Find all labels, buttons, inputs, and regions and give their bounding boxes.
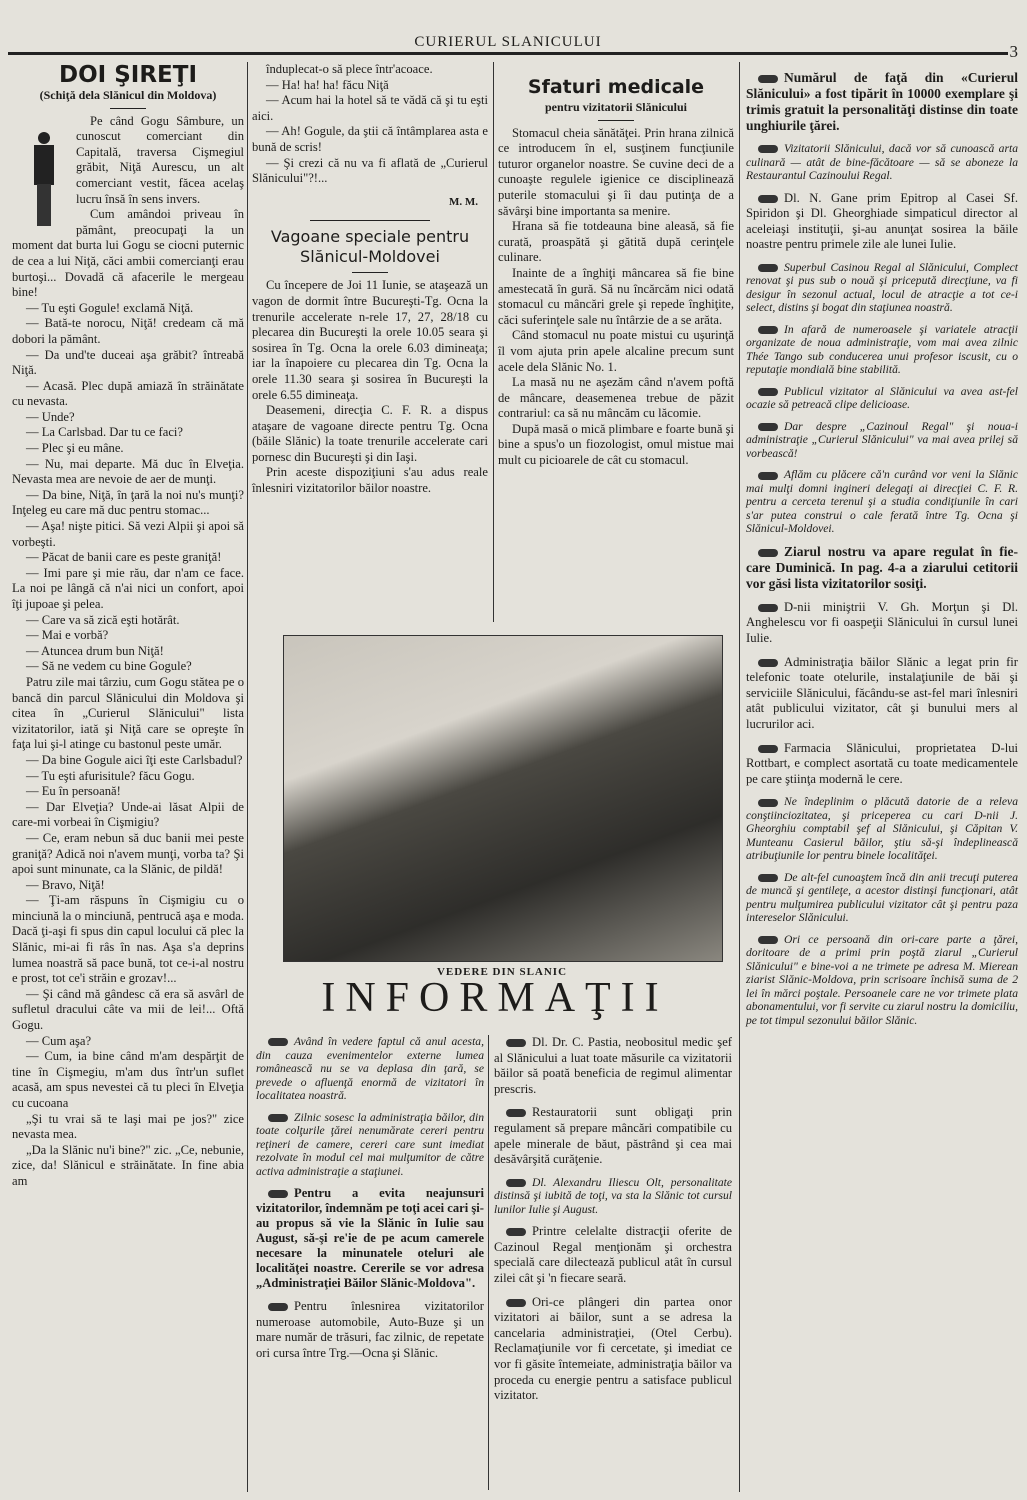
divider	[110, 108, 146, 109]
paragraph: — Acum hai la hotel să te vădă că şi tu eşti aici.	[252, 93, 488, 123]
paragraph: Stomacul cheia sănătăţei. Prin hrana zilnică ce introducem în el, susţinem funcţiunile tuturor organelor noastre. Se cuvine deci de a cunoaşte regulele igienice ce disciplinează puterile stomacului şi îi dau putinţa de a săvârşi bine importanta sa menire.	[498, 125, 734, 218]
paragraph: Inainte de a înghiţi mâncarea să fie bine amestecată în gură. Să nu încărcăm nici odată stomacul cu mâncări grele şi repede înghiţite, căci suferinţele sale nu întârzie de a se arăta.	[498, 265, 734, 327]
paragraph: — Acasă. Plec după amiază în străinătate cu nevasta.	[12, 378, 244, 409]
paragraph: — Bravo, Niţă!	[26, 877, 105, 892]
news-item-text: In afară de numeroasele şi variatele atracţii organizate de noua administraţie, vom mai avea zilnic Thée Tango sub conducerea unui profesor iscusit, cu o reputaţie mondială bine stabilită.	[746, 322, 1018, 377]
paragraph: — Şi când mă gândesc că era să asvârl de sufletul dracului câte va mii de lei!... Oftă Gogu.	[12, 986, 244, 1033]
paragraph: — Păcat de banii care es peste graniţă!	[26, 550, 222, 565]
paragraph: „Şi tu vrai să te laşi mai pe jos?" zice nevasta mea.	[12, 1111, 244, 1142]
news-item	[746, 142, 1018, 183]
pointing-hand-icon	[758, 423, 778, 431]
paragraph: — Cum, ia bine când m'am despărţit de tine în Cişmegiu, m'am dus într'un suflet acasă, am spus nevestei că tu pleci în Elveţia cu cucoana	[12, 1049, 244, 1110]
news-item-text: Ne îndeplinim o plăcută datorie de a releva conştiinciozitatea, şi priceperea cu cari D-nii J. Gheorghiu comptabil şef al Slănicului, şi Căpitan V. Munteanu Casierul băilor, ştiu să-şi îndeplinească atribuţiunile lor pentru binele localităţei.	[746, 795, 1018, 863]
paragraph: — Şi crezi că nu va fi aflată de „Curierul Slănicului"?!...	[252, 155, 488, 186]
news-item	[746, 261, 1018, 315]
pointing-hand-icon	[758, 388, 778, 396]
paragraph: — Ha! ha! ha! făcu Niţă	[266, 77, 389, 92]
news-item-text: Numărul de faţă din «Curierul Slănicului» a fost tipărit în 10000 exemplare şi trimis gratuit la personalităţi distinse din toate unghiurile ţărei.	[746, 70, 1018, 133]
news-item	[746, 323, 1018, 377]
pointing-hand-icon	[758, 145, 778, 153]
paragraph: — Da und'te duceai aşa grăbit? întreabă Niţă.	[12, 347, 244, 378]
pointing-hand-icon	[758, 936, 778, 944]
pointing-hand-icon	[758, 874, 778, 882]
pointing-hand-icon	[506, 1299, 526, 1307]
article-title: Vagoane speciale pentru Slănicul-Moldovei	[270, 227, 470, 267]
news-items-column	[746, 70, 1018, 1035]
pointing-hand-icon	[268, 1190, 288, 1198]
informatii-column-1	[256, 1035, 484, 1369]
paragraph: — Plec şi eu mâne.	[26, 441, 124, 456]
news-item-text: Printre celelalte distracţii oferite de Cazinoul Regal menţionăm şi orchestra specială care dilectează publicul atât în cursul zilei cât şi 'n fiecare seară.	[494, 1224, 732, 1286]
paragraph: — Da bine, Niţă, în ţară la noi nu's munţi? Inţeleg eu care mă duc pentru stomac...	[12, 487, 244, 518]
paragraph: — Imi pare şi mie rău, dar n'am ce face. La noi pe lângă că n'ai nici un confort, apoi îţi jupoae şi pelea.	[12, 565, 244, 611]
news-item-text: Ori ce persoană din ori-care parte a ţărei, doritoare de a primi prin poştă ziarul „Curierul Slănicului" e bine-voi a ne trimete pe adresa M. Mierean ziarist Slănic-Moldova, prin scrisoare închisă suma de 2 lei în mărci poştale. Persoanele care ne vor trimete plata abonamentului, vor fi servite cu ziarul nostru la domiciliu, pe tot timpul sezonului băilor Slănic.	[746, 932, 1018, 1027]
news-item-text: Administraţia băilor Slănic a legat prin fir telefonic toate otelurile, instalaţiunile de băi şi serviciile Slănicului, făcându-se ast-fel mari înlesniri atât publicului vizitator, cât şi bunului mers al lucrurilor aci.	[746, 654, 1018, 732]
news-item-text: Superbul Casinou Regal al Slănicului, Complect renovat şi pus sub o nouă şi pricepută direcţiune, va fi desigur în sezonul actual, locul de atracţie a tot ce-i select, distins şi bogat din staţiunea noastră.	[746, 260, 1018, 315]
news-item-text: Vizitatorii Slănicului, dacă vor să cunoască arta culinară — atât de bine-făcătoare — să se aboneze la Restaurantul Cazinoului Regal.	[746, 142, 1018, 182]
paragraph: Prin aceste dispoziţiuni s'au adus reale înlesniri vizitatorilor băilor noastre.	[252, 465, 488, 496]
paragraph: Când stomacul nu poate mistui cu uşurinţă îl vom ajuta prin apele alcaline precum sunt acele dela Slănic No. 1.	[498, 328, 734, 374]
news-item	[746, 420, 1018, 461]
pointing-hand-icon	[268, 1038, 288, 1046]
news-item	[494, 1035, 732, 1097]
news-item	[746, 468, 1018, 536]
pointing-hand-icon	[506, 1228, 526, 1236]
pointing-hand-icon	[758, 659, 778, 667]
paragraph: Cu începere de Joi 11 Iunie, se ataşează un vagon de dormit între Bucureşti-Tg. Ocna la trenurile accelerate n-rele 17, 27, 28/18 cu plecarea din Bucureşti la orele 10.05 seara şi sosirea în Tg. Ocna la orele 6.03 dimineaţa; iar la înapoiere cu plecarea din Tg. Ocna la orele 11.30 seara şi sosirea în Bucureşti la orele 6.55 dimineaţa.	[252, 278, 488, 402]
news-item	[256, 1035, 484, 1103]
pointing-hand-icon	[506, 1039, 526, 1047]
photo-slanic-view	[283, 635, 723, 962]
pointing-hand-icon	[758, 604, 778, 612]
pointing-hand-icon	[506, 1179, 526, 1187]
photo-caption: VEDERE DIN SLANIC	[436, 966, 568, 978]
paragraph: — Eu în persoană!	[26, 784, 121, 799]
paragraph: Patru zile mai târziu, cum Gogu stătea pe o bancă din parcul Slănicului din Moldova şi citea în „Curierul Slănicului" lista vizitatorilor, iată şi Niţă care se opreşte în faţa lui şi-l atinge cu bastonul peste umăr.	[12, 674, 244, 752]
newspaper-title: CURIERUL SLANICULUI	[414, 34, 602, 50]
paragraph: La masă nu ne aşezăm când n'avem poftă de mâncare, deasemenea trebue de păzit contrariul: ca să nu mâncăm cu lăcomie.	[498, 375, 734, 421]
pointing-hand-icon	[268, 1114, 288, 1122]
news-item-text: Zilnic sosesc la administraţia băilor, din toate colţurile ţărei nenumărate cereri pentru reţineri de camere, cereri care sunt imediat rezolvate în modul cel mai mulţumitor de către activa administraţie a staţiunei.	[256, 1110, 484, 1178]
informatii-column-2	[494, 1035, 732, 1412]
article-title: Sfaturi medicale	[527, 76, 705, 98]
article-body	[12, 114, 244, 1190]
column-rule	[739, 62, 740, 1492]
paragraph: — Unde?	[26, 409, 75, 424]
paragraph: — Ah! Gogule, da ştii că întâmplarea asta e bună de scris!	[252, 124, 488, 154]
paragraph: — Aşa! nişte pitici. Să vezi Alpii şi apoi să vorbeşti.	[12, 519, 244, 549]
news-item	[746, 385, 1018, 412]
news-item	[494, 1105, 732, 1167]
news-item-text: Având în vedere faptul că anul acesta, din cauza evenimentelor externe lumea românească nu se va deplasa din ţară, se prevede o afluenţă enormă de vizitatori în localitatea noastră.	[256, 1035, 484, 1102]
news-item	[746, 544, 1018, 592]
column-rule	[488, 1035, 489, 1490]
news-item-text: D-nii miniştrii V. Gh. Morţun şi Dl. Anghelescu vor fi oaspeţii Slănicului în cursul lunei Iulie.	[746, 599, 1018, 646]
pointing-hand-icon	[758, 264, 778, 272]
divider	[310, 220, 430, 221]
column-rule	[247, 62, 248, 1492]
paragraph: — Cum aşa?	[26, 1033, 92, 1048]
paragraph: — Nu, mai departe. Mă duc în Elveţia. Nevasta mea are nevoie de aer de munţi.	[12, 456, 244, 487]
paragraph: — Dar Elveţia? Unde-ai lăsat Alpii de care-mi vorbeai în Cişmigiu?	[12, 799, 244, 830]
paragraph: „Da la Slănic nu'i bine?" zic. „Ce, nebunie, zice, da! Slănicul e străinătate. In fine abia am	[12, 1142, 244, 1188]
article-title: DOI ŞIREŢI	[59, 62, 197, 88]
paragraph: — Bată-te norocu, Niţă! credeam că mă dobori la pământ.	[12, 316, 244, 346]
news-item-text: Ziarul nostru va apare regulat în fie-care Duminică. In pag. 4-a a ziarului cetitorii vor găsi lista vizitatorilor sosiţi.	[746, 543, 1018, 591]
news-item-text: Restauratorii sunt obligaţi prin regulament să prepare mâncări compatibile cu apele minerale de băut, păstrând şi cea mai desăvârşită curăţenie.	[494, 1105, 732, 1167]
article-body	[252, 278, 488, 496]
paragraph: — Tu eşti Gogule! exclamă Niţă.	[26, 300, 194, 315]
news-item-text: Dl. N. Gane prim Epitrop al Casei Sf. Spiridon şi Dl. Gheorghiade simpaticul director al aceleiaşi instituţii, şi-au anunţat sosirea la băile noastre pentru primele zile ale lunei Iulie.	[746, 190, 1018, 252]
paragraph: Pe când Gogu Sâmbure, un cunoscut comerciant din Capitală, traversa Cişmegiul grăbit, Niţă Aurescu, un alt comerciant vestit, făcea acelaş lucru însă în sens invers.	[76, 113, 244, 206]
signature: M. M.	[448, 195, 478, 208]
divider	[598, 120, 634, 121]
pointing-hand-icon	[758, 195, 778, 203]
news-item-text: De alt-fel cunoaştem încă din anii trecuţi puterea de muncă şi gentileţe, a acestor distinşi funcţionari, atât pentru mulţumirea publicului vizitator cât şi pentru paza intereselor Slănicului.	[746, 870, 1018, 925]
article-subtitle: (Schiţă dela Slănicul din Moldova)	[39, 87, 217, 102]
paragraph: — Să ne vedem cu bine Gogule?	[26, 659, 192, 674]
news-item	[256, 1111, 484, 1179]
paragraph: — Care va să zică eşti hotărât.	[26, 612, 180, 627]
news-item-text: Ori-ce plângeri din partea onor vizitatori ai băilor, sunt a se adresa la cancelaria administraţiei, (Otel Cerbu). Reclamaţiunile vor fi cercetate, şi imediat ce vor fi găsite întemeiate, administraţia băilor va proceda cu energie pentru a satisface publicul vizitator.	[494, 1294, 732, 1403]
pointing-hand-icon	[758, 745, 778, 753]
article-subtitle: pentru vizitatorii Slănicului	[544, 99, 687, 114]
article-body	[498, 126, 734, 469]
article-sfaturi-medicale	[498, 62, 734, 469]
column-rule	[493, 62, 494, 622]
pointing-hand-icon	[758, 799, 778, 807]
news-item	[746, 871, 1018, 925]
divider	[352, 272, 388, 273]
news-item	[746, 600, 1018, 647]
news-item-text: Pentru înlesnirea vizitatorilor numeroase automobile, Auto-Buze şi un mare număr de trăsuri, fac zilnic, de repetate ori cursa între Trg.—Ocna şi Slănic.	[256, 1299, 484, 1360]
news-item-text: Farmacia Slănicului, proprietatea D-lui Rottbart, e complect asortată cu toate medicamentele pe care ştiinţa modernă le cere.	[746, 740, 1018, 786]
news-item	[746, 933, 1018, 1028]
news-item-text: Dar despre „Cazinoul Regal" şi noua-i administraţie „Curierul Slănicului" va mai avea prilej să vorbească!	[746, 419, 1018, 460]
news-item-text: Publicul vizitator al Slănicului va avea ast-fel ocazie să petreacă clipe delicioase.	[746, 384, 1018, 412]
paragraph: — Atuncea drum bun Niţă!	[26, 643, 164, 658]
paragraph: — Tu eşti afurisitule? făcu Gogu.	[26, 768, 195, 783]
paragraph: — Mai e vorbă?	[26, 628, 109, 643]
article-body	[252, 62, 488, 187]
news-item	[256, 1299, 484, 1361]
paragraph: — La Carlsbad. Dar tu ce faci?	[26, 425, 183, 440]
figure-illustration	[20, 132, 70, 232]
pointing-hand-icon	[758, 326, 778, 334]
article-doi-sireti	[12, 62, 244, 1190]
news-item	[494, 1176, 732, 1217]
article-doi-sireti-continued	[252, 62, 488, 497]
paragraph: După masă o mică plimbare e foarte bună şi bine a spus'o un fiozologist, omul mistue mai mult cu picioarele de cât cu stomacul.	[498, 421, 734, 468]
pointing-hand-icon	[758, 549, 778, 557]
paragraph: — Ce, eram nebun să duc banii mei peste graniţă? Adică noi n'avem munţi, vorba ta? Şi apoi sunt minunate, ca la Slănic, de pildă!	[12, 830, 244, 877]
paragraph: Deasemeni, direcţia C. F. R. a dispus ataşare de vagoane directe pentru Tg. Ocna (băile Slănic) la toate trenurile accelerate cari pornesc din Bucureşti şi din Iaşi.	[252, 403, 488, 464]
news-item-text: Pentru a evita neajunsuri vizitatorilor, îndemnăm pe toţi acei cari şi-au propus să vie la Slănic în Iulie sau August, să-şi re'ie de pe acum camerele necesare la minunatele oteluri ale localităţei noastre. Cererile se vor adresa „Administraţiei Băilor Slănic-Moldova".	[256, 1186, 484, 1290]
section-title-informatii: INFORMAŢII	[321, 975, 669, 1021]
news-item	[494, 1295, 732, 1404]
news-item-text: Aflăm cu plăcere că'n curând vor veni la Slănic mai mulţi domni ingineri delegaţi ai direcţiei C. F. R. pentru a cerceta terenul şi a studia condiţiunile în cari s'ar putea construi o cale ferată între Tg. Ocna şi Slănicul-Moldovei.	[746, 468, 1018, 536]
pointing-hand-icon	[506, 1109, 526, 1117]
news-item	[746, 795, 1018, 863]
news-item	[256, 1186, 484, 1291]
page-number: 3	[1009, 42, 1018, 61]
paragraph: — Ţi-am răspuns în Cişmigiu cu o minciună la o minciună, pentrucă aşa e moda. Dacă ţi-aşi fi spus din capul locului că plec la Slănic, mi-ai fi râs în nas. Aşa s'a deprins lumea noastră să pace bună, tot ce-i-al nostru e prost, tot ce'i străin e grozav!...	[12, 893, 244, 986]
paragraph: Hrana să fie totdeauna bine aleasă, să fie curată, proaspătă şi gătită după cerinţele culinare.	[498, 219, 734, 265]
pointing-hand-icon	[758, 472, 778, 480]
news-item	[746, 655, 1018, 733]
news-item-text: Dl. Alexandru Iliescu Olt, personalitate distinsă şi iubită de toţi, va sta la Slănic tot cursul lunilor Iulie şi August.	[494, 1175, 732, 1216]
page-header	[8, 30, 1018, 61]
news-item-text: Dl. Dr. C. Pastia, neobositul medic şef al Slănicului a luat toate măsurile ca vizitatorii băilor să poată beneficia de regimul alimentar prescris.	[494, 1035, 732, 1096]
news-item	[746, 741, 1018, 788]
paragraph: Cum amândoi priveau în pământ, preocupaţi la un moment dat burta lui Gogu se ciocni puternic de cea a lui Niţă, căci ambii comercianţi erau burtoşi... Dovadă că afacerile le mergeau bine!	[12, 207, 244, 300]
paragraph: înduplecat-o să plece într'acoace.	[266, 62, 433, 76]
pointing-hand-icon	[758, 75, 778, 83]
pointing-hand-icon	[268, 1303, 288, 1311]
news-item	[494, 1224, 732, 1286]
news-item	[746, 191, 1018, 253]
paragraph: — Da bine Gogule aici îţi este Carlsbadul?	[26, 752, 243, 767]
news-item	[746, 70, 1018, 134]
